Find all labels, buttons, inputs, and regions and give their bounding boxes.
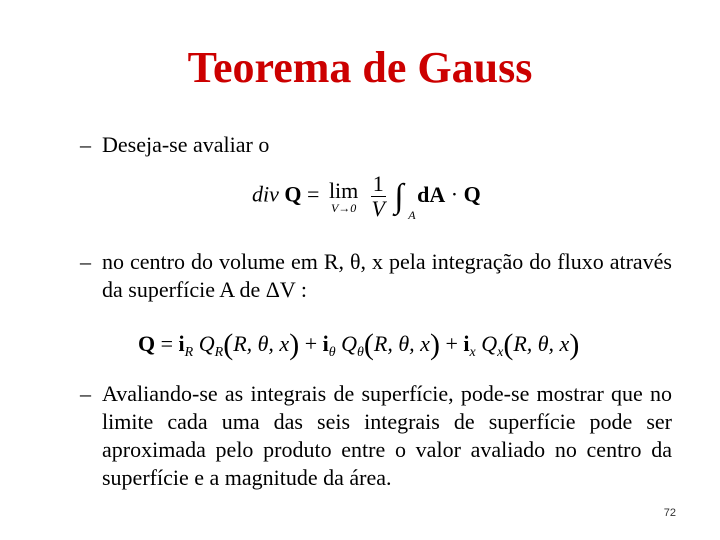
unit-vector-r-sub: R [184, 345, 194, 360]
arguments: R, θ, x [373, 331, 430, 356]
unit-vector-x: i [463, 331, 470, 356]
vector-q-2: Q [463, 181, 481, 207]
integral-sign: ∫ A [394, 177, 416, 222]
component-q-sub: R [214, 345, 224, 360]
bullet-text: Deseja-se avaliar o [102, 132, 270, 157]
equation-vector-components: $Q = i_R$ $Q_R(R$, θ, $x) + i_\theta$ $Q_\theta(R$, θ, $x) + i_x$ $Q_x(R$, θ, x) [138, 328, 580, 361]
differential-area: dA [417, 181, 446, 207]
component-q: Q [198, 331, 215, 356]
bullet-3 [80, 380, 672, 492]
unit-vector-theta: i [322, 331, 329, 356]
fraction [371, 172, 386, 221]
component-q-sub: θ [357, 345, 364, 360]
equals-sign: = [307, 181, 320, 207]
unit-vector-x-sub: x [469, 345, 476, 360]
dot-operator: · [450, 181, 459, 207]
bullet-2 [80, 248, 672, 304]
component-q: Q [481, 331, 498, 356]
bullet-dash: – [80, 381, 91, 406]
bullet-1 [80, 131, 672, 159]
bullet-dash: – [80, 249, 91, 274]
plus-sign: + [304, 331, 318, 356]
limit-word: lim [328, 177, 359, 203]
fraction-denominator: V [371, 196, 385, 221]
bullet-text: Avaliando-se as integrais de superfície, pode-se mostrar que no limite cada uma das seis integrais de superfície pode ser aproximada pelo produto entre o valor avaliado no centro da superfície e a magnitude da área. [102, 381, 672, 490]
limit-subscript: V→0 [330, 200, 357, 215]
page-title: Teorema de Gauss [187, 43, 533, 92]
vector-q: Q [138, 331, 156, 356]
component-q: Q [341, 331, 358, 356]
plus-sign: + [445, 331, 458, 356]
arguments: R, θ, x [233, 331, 290, 356]
bullet-text: no centro do volume em R, θ, x pela integração do fluxo através da superfície A de ΔV : [102, 249, 672, 302]
unit-vector-theta-sub: θ [328, 345, 336, 360]
component-q-sub: x [497, 345, 504, 360]
unit-vector-r: i [178, 331, 185, 356]
bullet-dash: – [80, 132, 91, 157]
equals-sign: = [160, 331, 174, 356]
equation-divergence [252, 172, 481, 221]
fraction-numerator: 1 [372, 171, 384, 196]
arguments: R, θ, x [513, 331, 570, 356]
page-number: 72 [663, 507, 676, 519]
vector-q: Q [284, 181, 302, 207]
integral-subscript: A [408, 207, 416, 222]
div-operator: div [252, 181, 279, 207]
limit [328, 177, 359, 215]
